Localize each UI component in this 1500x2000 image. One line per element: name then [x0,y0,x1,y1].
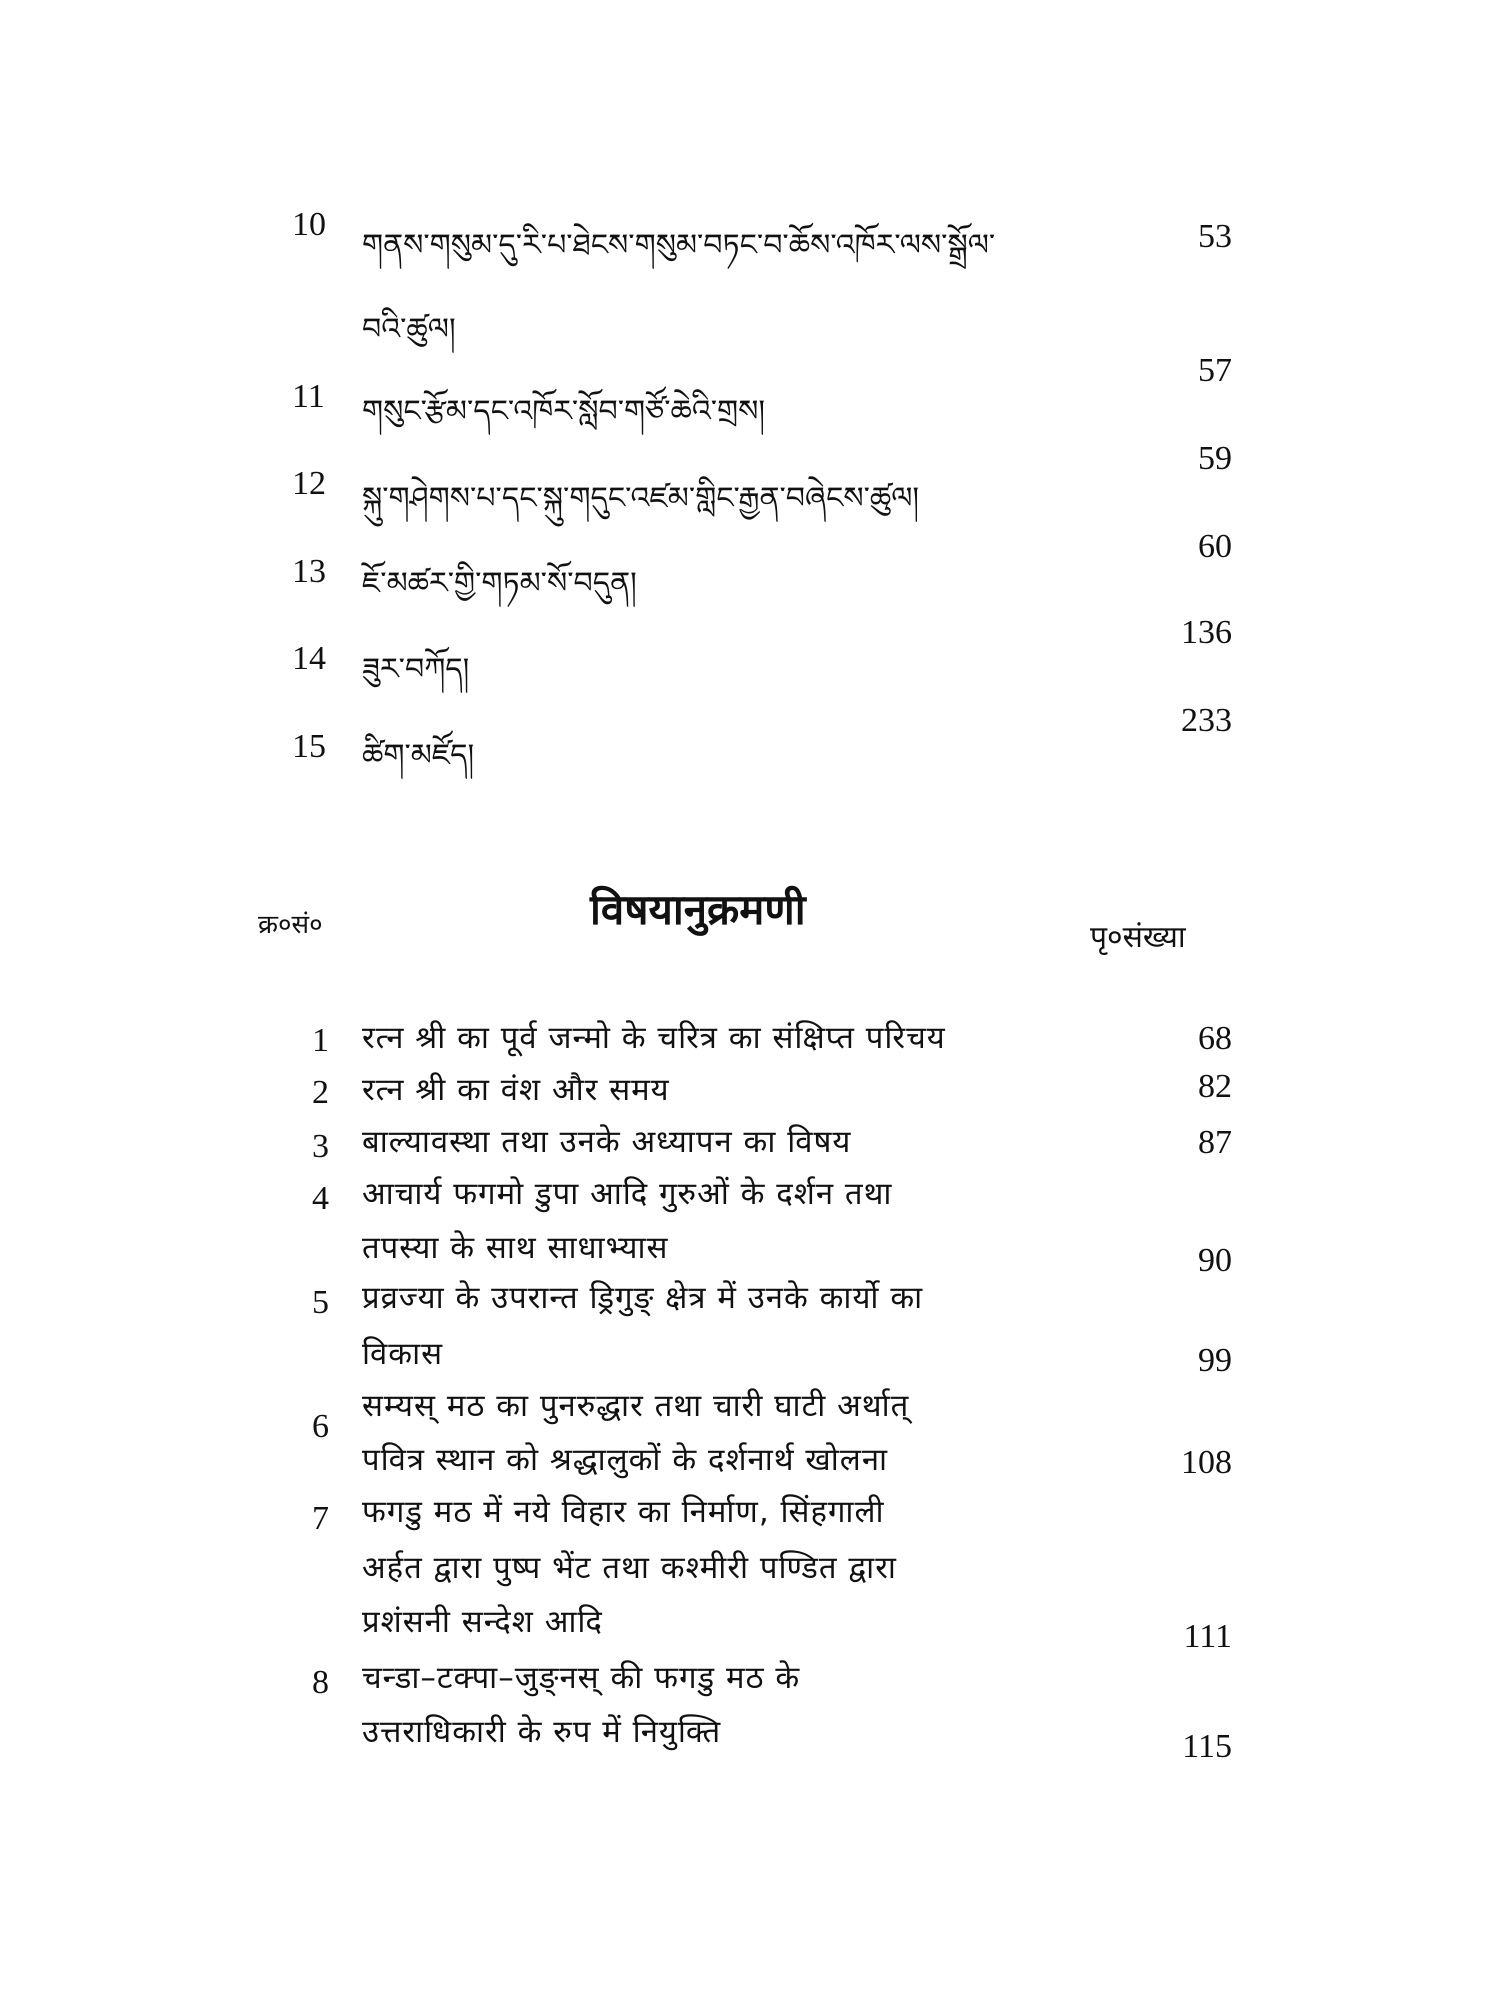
entry-number: 15 [292,728,326,765]
entry-title-line: तपस्या के साथ साधाभ्यास [362,1230,669,1266]
entry-number: 1 [312,1022,329,1059]
entry-number: 6 [312,1408,329,1445]
entry-page: 82 [1198,1068,1232,1105]
entry-title-line: पवित्र स्थान को श्रद्धालुकों के दर्शनार्थ खोलना [362,1442,889,1478]
entry-title-line: प्रशंसनी सन्देश आदि [362,1604,603,1640]
entry-page: 60 [1198,528,1232,565]
entry-number: 14 [292,640,326,677]
entry-number: 11 [292,378,325,415]
page-number-label: पृ०संख्या [1090,920,1186,955]
entry-number: 13 [292,553,326,590]
entry-title-line: གནས་གསུམ་དུ་རི་པ་ཐེངས་གསུམ་བཏང་བ་ཆོས་འཁོར་ལས་སྒྲོལ་ [362,228,996,263]
entry-title-line: आचार्य फगमो डुपा आदि गुरुओं के दर्शन तथा [362,1176,893,1212]
entry-title-line: बाल्यावस्था तथा उनके अध्यापन का विषय [362,1124,852,1160]
entry-number: 7 [312,1500,329,1537]
entry-page: 53 [1198,218,1232,255]
entry-title-line: བའི་ཚུལ། [362,312,456,347]
entry-page: 115 [1182,1728,1232,1765]
entry-number: 8 [312,1664,329,1701]
entry-title-line: विकास [362,1336,444,1372]
page-title: विषयानुक्रमणी [590,885,806,934]
entry-number: 5 [312,1284,329,1321]
entry-page: 59 [1198,440,1232,477]
entry-title-line: प्रव्रज्या के उपरान्त ड्रिगुङ् क्षेत्र में उनके कार्यो का [362,1280,924,1316]
entry-title-line: चन्डा–टक्पा–जुङ्नस् की फगडु मठ के [362,1660,801,1696]
entry-number: 12 [292,465,326,502]
entry-page: 136 [1181,614,1232,651]
entry-title-line: ཚིག་མཛོད། [362,738,475,773]
entry-title-line: ཇོ་མཚར་གྱི་གཏམ་སོ་བདུན། [362,566,637,601]
entry-page: 233 [1181,702,1232,739]
entry-title-line: གསུང་རྩོམ་དང་འཁོར་སློབ་གཙོ་ཆེའི་གྲས། [362,394,766,429]
entry-number: 10 [292,206,326,243]
entry-title-line: फगडु मठ में नये विहार का निर्माण, सिंहगाली [362,1494,885,1530]
entry-page: 111 [1183,1618,1232,1655]
entry-title-line: अर्हत द्वारा पुष्प भेंट तथा कश्मीरी पण्डित द्वारा [362,1550,897,1586]
entry-number: 2 [312,1074,329,1111]
entry-title-line: ཟུར་བཀོད། [362,652,470,687]
entry-page: 90 [1198,1242,1232,1279]
entry-title-line: रत्न श्री का वंश और समय [362,1072,670,1108]
entry-page: 68 [1198,1020,1232,1057]
entry-page: 108 [1181,1444,1232,1481]
entry-title-line: उत्तराधिकारी के रुप में नियुक्ति [362,1714,722,1750]
entry-number: 3 [312,1128,329,1165]
entry-title-line: सम्यस् मठ का पुनरुद्धार तथा चारी घाटी अर्थात् [362,1388,910,1424]
entry-number: 4 [312,1180,329,1217]
entry-page: 87 [1198,1124,1232,1161]
serial-number-label: क्र०सं० [258,910,323,940]
entry-page: 57 [1198,352,1232,389]
entry-page: 99 [1198,1342,1232,1379]
entry-title-line: रत्न श्री का पूर्व जन्मो के चरित्र का संक्षिप्त परिचय [362,1020,946,1056]
entry-title-line: སྐུ་གཤེགས་པ་དང་སྐུ་གདུང་འཛམ་གླིང་རྒྱན་བཞེངས་ཚུལ། [362,481,920,516]
